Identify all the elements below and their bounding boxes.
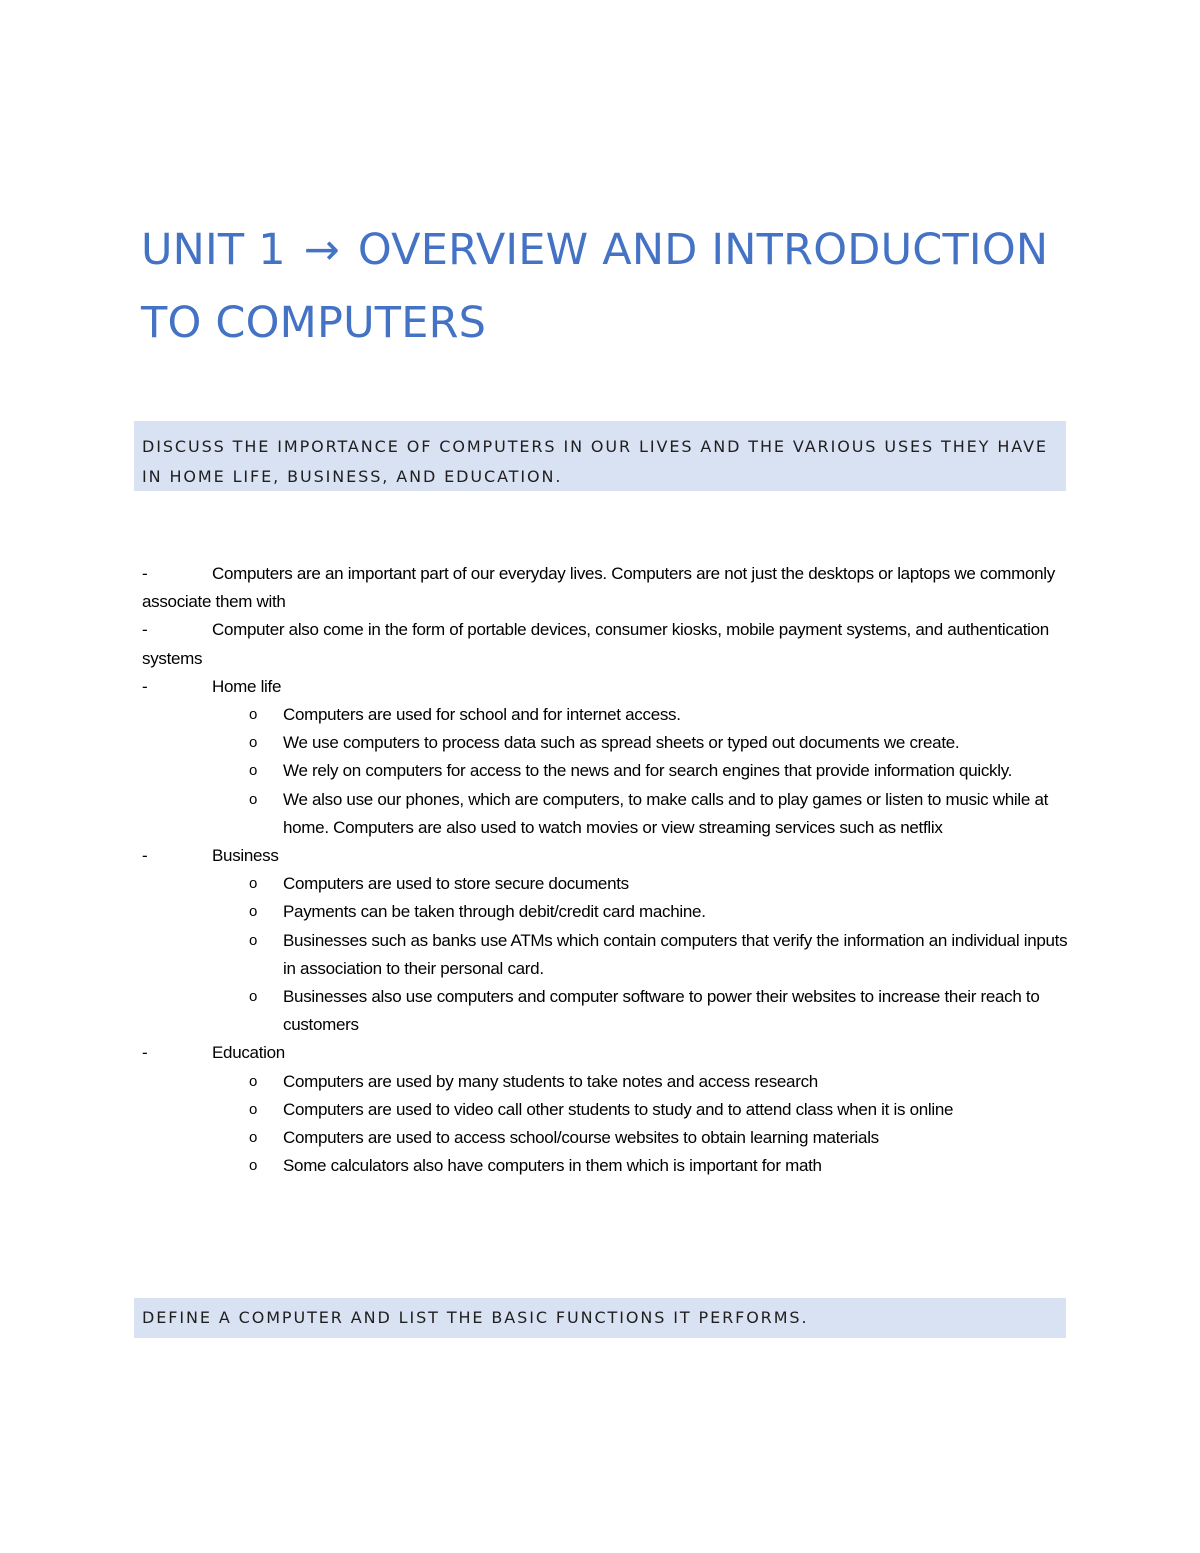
arrow-right-icon: →	[303, 225, 340, 275]
sub-list-item	[142, 1068, 1072, 1096]
dash-bullet: -	[142, 676, 148, 696]
sub-list-item-text: Businesses also use computers and computer software to power their websites to increase their reach to customers	[283, 987, 1040, 1035]
sub-list-item	[142, 701, 1072, 729]
circle-bullet: o	[249, 706, 258, 724]
sub-list-item	[142, 1124, 1072, 1152]
section-heading-define-computer: DEFINE A COMPUTER AND LIST THE BASIC FUNCTIONS IT PERFORMS.	[134, 1298, 1066, 1338]
list-item-home-life	[142, 673, 1072, 701]
dash-bullet: -	[142, 1043, 148, 1063]
list-item	[142, 616, 1072, 672]
circle-bullet: o	[249, 734, 258, 752]
sub-list-item-text: Computers are used to access school/course websites to obtain learning materials	[283, 1128, 879, 1148]
sub-list-item	[142, 870, 1072, 898]
circle-bullet: o	[249, 1157, 258, 1175]
section-heading-importance: DISCUSS THE IMPORTANCE OF COMPUTERS IN OUR LIVES AND THE VARIOUS USES THEY HAVE IN HOME LIFE, BUSINESS, AND EDUCATION.	[134, 421, 1066, 491]
dash-bullet: -	[142, 620, 148, 640]
sub-list-item-text: We also use our phones, which are computers, to make calls and to play games or listen to music while at home. Computers are also used to watch movies or view streaming services such as netflix	[283, 789, 1049, 837]
sub-list-item-text: Businesses such as banks use ATMs which contain computers that verify the information an individual inputs in association to their personal card.	[283, 930, 1068, 978]
circle-bullet: o	[249, 931, 258, 949]
circle-bullet: o	[249, 1100, 258, 1118]
circle-bullet: o	[249, 790, 258, 808]
list-item-business	[142, 842, 1072, 870]
sub-list-item	[142, 757, 1072, 785]
title-text: OVERVIEW AND INTRODUCTION TO COMPUTERS	[141, 225, 1049, 348]
sub-list-item-text: Computers are used by many students to take notes and access research	[283, 1071, 818, 1091]
sub-list-item-text: Some calculators also have computers in them which is important for math	[283, 1156, 822, 1176]
category-label: Education	[212, 1043, 285, 1063]
list-item-text: Computers are an important part of our everyday lives. Computers are not just the desktops or laptops we commonly associate them with	[142, 564, 1055, 612]
sub-list-item	[142, 1152, 1072, 1180]
sub-list-item	[142, 729, 1072, 757]
document-body	[142, 560, 1072, 1180]
sub-list-item	[142, 786, 1072, 842]
circle-bullet: o	[249, 1072, 258, 1090]
list-item-education	[142, 1039, 1072, 1067]
circle-bullet: o	[249, 903, 258, 921]
sub-list-item	[142, 1096, 1072, 1124]
sub-list-item-text: We use computers to process data such as spread sheets or typed out documents we create.	[283, 733, 960, 753]
sub-list-item-text: Computers are used to video call other students to study and to attend class when it is online	[283, 1099, 954, 1119]
dash-bullet: -	[142, 846, 148, 866]
category-label: Business	[212, 846, 279, 866]
page-title	[141, 214, 1081, 360]
sub-list-item	[142, 927, 1072, 983]
sub-list-item-text: Computers are used to store secure documents	[283, 874, 629, 894]
sub-list-item	[142, 898, 1072, 926]
list-item-text: Computer also come in the form of portable devices, consumer kiosks, mobile payment systems, and authentication systems	[142, 620, 1049, 668]
sub-list-item-text: Computers are used for school and for internet access.	[283, 705, 681, 725]
sub-list-item	[142, 983, 1072, 1039]
sub-list-item-text: Payments can be taken through debit/credit card machine.	[283, 902, 706, 922]
sub-list-item-text: We rely on computers for access to the news and for search engines that provide information quickly.	[283, 761, 1013, 781]
circle-bullet: o	[249, 1129, 258, 1147]
category-label: Home life	[212, 676, 282, 696]
circle-bullet: o	[249, 988, 258, 1006]
list-item	[142, 560, 1072, 616]
dash-bullet: -	[142, 564, 148, 583]
title-unit: UNIT 1	[141, 225, 286, 275]
circle-bullet: o	[249, 762, 258, 780]
circle-bullet: o	[249, 875, 258, 893]
